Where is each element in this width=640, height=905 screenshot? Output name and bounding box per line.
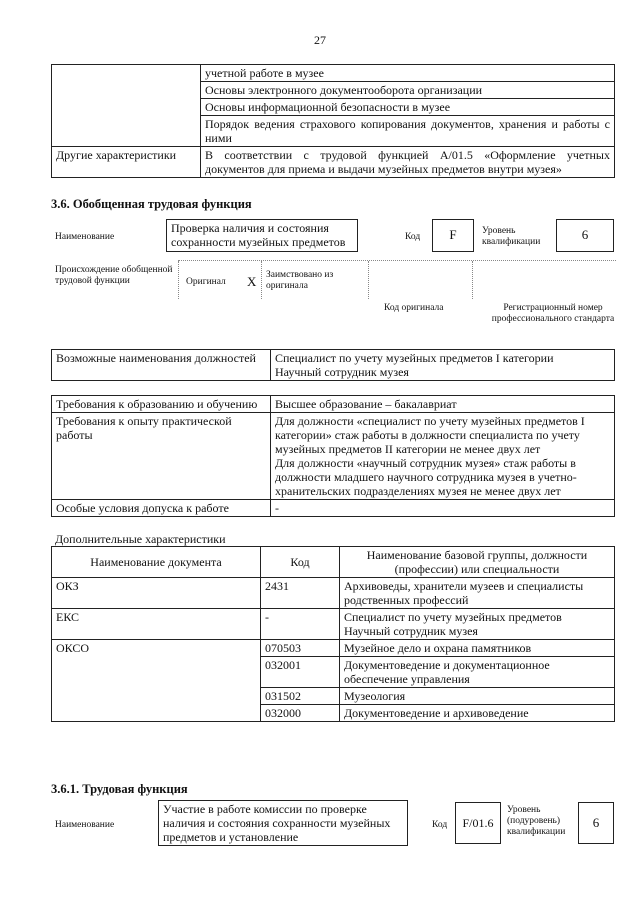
level-label: Уровень квалификации [482, 226, 541, 247]
sub-function-name-box: Участие в работе комиссии по проверке наличия и состояния сохранности музейных предметов и установление [158, 800, 408, 846]
sub-name-label: Наименование [55, 820, 115, 830]
position-item: Научный сотрудник музея [275, 365, 409, 379]
function-code-box: F [432, 219, 474, 252]
borrowed-label: Заимствовано из оригинала [266, 270, 334, 291]
name-line: Специалист по учету музейных предметов [344, 610, 562, 624]
original-mark: X [247, 274, 257, 289]
col-doc-header: Наименование документа [52, 547, 261, 578]
col-code-header: Код [261, 547, 340, 578]
sub-level-box: 6 [578, 802, 614, 844]
name-cell: Музеология [340, 688, 615, 705]
code-cell: 031502 [261, 688, 340, 705]
sub-code-box: F/01.6 [455, 802, 501, 844]
knowledge-item: Основы информационной безопасности в музее [201, 99, 615, 116]
special-conditions-label: Особые условия допуска к работе [52, 500, 271, 517]
code-label: Код [405, 232, 421, 242]
education-label: Требования к образованию и обучению [52, 396, 271, 413]
sub-code-label: Код [432, 820, 448, 830]
col-name-header: Наименование базовой группы, должности (профессии) или специальности [340, 547, 615, 578]
subsection-heading: 3.6.1. Трудовая функция [51, 782, 188, 796]
name-cell [340, 609, 615, 640]
requirements-table [51, 395, 615, 517]
experience-value [271, 413, 615, 500]
section-heading: 3.6. Обобщенная трудовая функция [51, 197, 252, 211]
code-cell: 2431 [261, 578, 340, 609]
additional-table [51, 546, 615, 722]
special-conditions-value: - [271, 500, 615, 517]
origin-label: Происхождение обобщенной трудовой функции [55, 265, 173, 286]
original-label: Оригинал [186, 277, 226, 287]
doc-cell: ОКСО [52, 640, 261, 722]
code-cell: 032000 [261, 705, 340, 722]
knowledge-table [51, 64, 615, 178]
experience-item: Для должности «специалист по учету музейных предметов I категории» стаж работы в должности специалиста по учету музейных предметов II категории не менее двух лет [275, 414, 585, 456]
table-row [52, 578, 615, 609]
origin-table [178, 260, 616, 299]
sub-level-label: Уровень (подуровень) квалификации [507, 805, 566, 837]
position-item: Специалист по учету музейных предметов I категории [275, 351, 554, 365]
additional-title: Дополнительные характеристики [55, 532, 226, 546]
experience-label: Требования к опыту практической работы [52, 413, 271, 500]
knowledge-item: Основы электронного документооборота организации [201, 82, 615, 99]
level-box: 6 [556, 219, 614, 252]
knowledge-label-cell [52, 65, 201, 147]
experience-item: Для должности «научный сотрудник музея» стаж работы в должности младшего научного сотрудника музея в учетно-хранительских подразделениях музея не менее двух лет [275, 456, 577, 498]
other-characteristics-value: В соответствии с трудовой функцией А/01.5 «Оформление учетных документов для приема и выдачи музейных предметов внутри музея» [201, 147, 615, 178]
code-cell: 070503 [261, 640, 340, 657]
positions-label: Возможные наименования должностей [52, 350, 271, 381]
knowledge-item: Порядок ведения страхового копирования документов, хранения и работы с ними [201, 116, 615, 147]
name-cell: Музейное дело и охрана памятников [340, 640, 615, 657]
other-characteristics-label: Другие характеристики [52, 147, 201, 178]
positions-value [271, 350, 615, 381]
reg-number-label: Регистрационный номер профессионального стандарта [491, 303, 615, 324]
knowledge-item: учетной работе в музее [201, 65, 615, 82]
table-row [52, 609, 615, 640]
name-line: Научный сотрудник музея [344, 624, 478, 638]
code-cell: - [261, 609, 340, 640]
name-cell: Документоведение и архивоведение [340, 705, 615, 722]
name-cell: Архивоведы, хранители музеев и специалисты родственных профессий [340, 578, 615, 609]
doc-cell: ОКЗ [52, 578, 261, 609]
positions-table [51, 349, 615, 381]
code-cell: 032001 [261, 657, 340, 688]
name-cell: Документоведение и документационное обеспечение управления [340, 657, 615, 688]
table-row [52, 640, 615, 657]
doc-cell: ЕКС [52, 609, 261, 640]
education-value: Высшее образование – бакалавриат [271, 396, 615, 413]
name-label: Наименование [55, 232, 115, 242]
code-original-label: Код оригинала [384, 303, 444, 313]
function-name-box: Проверка наличия и состояния сохранности музейных предметов [166, 219, 358, 252]
page-number: 27 [314, 33, 326, 47]
